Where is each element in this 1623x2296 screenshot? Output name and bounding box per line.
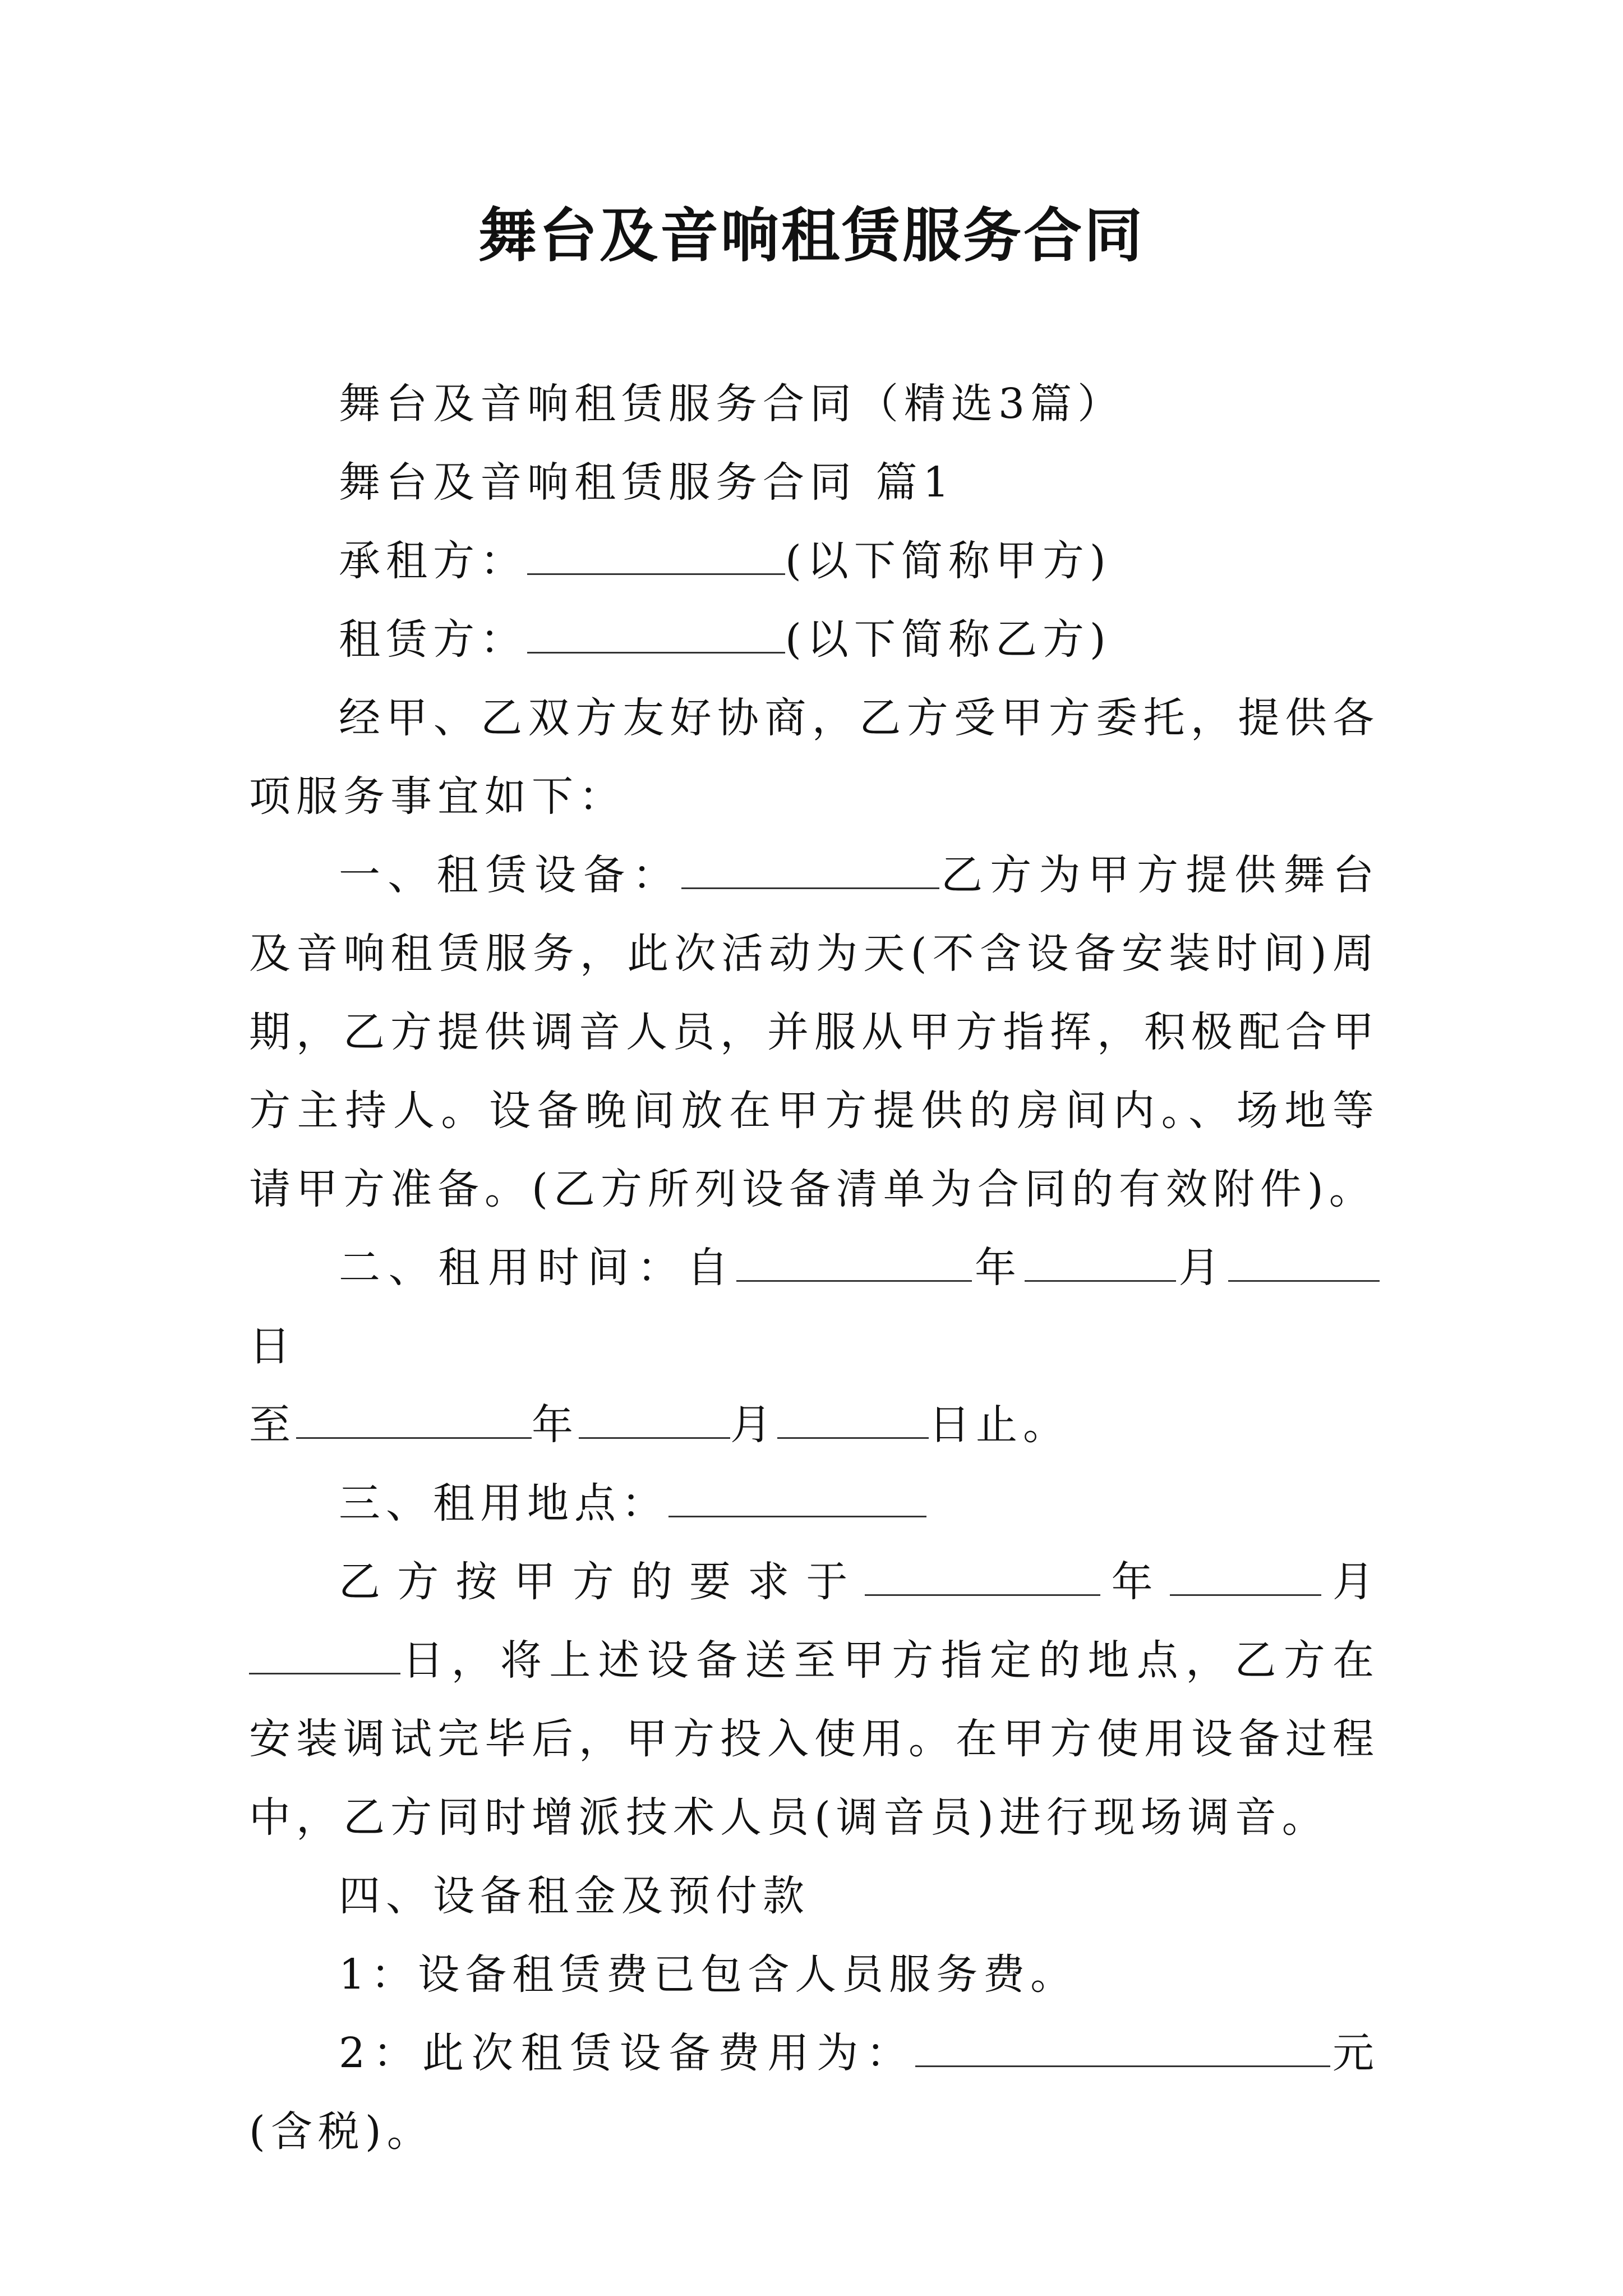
clause-2-label: 二、租用时间：自 <box>339 1244 737 1292</box>
document-body <box>249 365 1380 2171</box>
end-month-blank <box>579 1398 730 1439</box>
clause-1 <box>249 836 1380 1228</box>
equipment-blank <box>681 848 939 889</box>
delivery-month-blank <box>1170 1555 1321 1596</box>
lessee-suffix: (以下简称甲方) <box>785 537 1112 585</box>
clause-1-text: 乙方为甲方提供舞台及音响租赁服务，此次活动为天(不含设备安装时间)周期，乙方提供调音人员，并服从甲方指挥，积极配合甲方主持人。设备晚间放在甲方提供的房间内。、场地等请甲方准备。(乙方所列设备清单为合同的有效附件)。 <box>249 851 1380 1213</box>
clause-3-label: 三、租用地点： <box>339 1479 668 1527</box>
end-day-unit: 日止。 <box>929 1401 1070 1449</box>
start-month-blank <box>1025 1241 1176 1282</box>
start-day-unit: 日 <box>249 1322 296 1370</box>
lessee-blank <box>527 534 785 575</box>
clause-4-item-1: 1：设备租赁费已包含人员服务费。 <box>339 1950 1078 1999</box>
end-year-blank <box>296 1398 532 1439</box>
delivery-year-blank <box>865 1555 1100 1596</box>
end-month-unit: 月 <box>730 1401 777 1449</box>
item-2-prefix: 2：此次租赁设备费用为： <box>339 2029 916 2077</box>
clause-3 <box>249 1464 1380 1543</box>
clause-4-item-2 <box>249 2014 1380 2171</box>
delivery-paragraph <box>249 1543 1380 1857</box>
start-day-blank <box>1228 1241 1380 1282</box>
delivery-day-blank <box>249 1634 400 1674</box>
end-day-blank <box>777 1398 929 1439</box>
lessee-line <box>249 522 1380 600</box>
delivery-text: 日，将上述设备送至甲方指定的地点，乙方在安装调试完毕后，甲方投入使用。在甲方使用设备过程中，乙方同时增派技术人员(调音员)进行现场调音。 <box>249 1636 1380 1842</box>
subtitle: 舞台及音响租赁服务合同（精选3篇） <box>339 380 1125 428</box>
lessor-suffix: (以下简称乙方) <box>785 615 1112 664</box>
end-year-unit: 年 <box>532 1401 579 1449</box>
start-year-unit: 年 <box>972 1244 1025 1292</box>
intro-paragraph: 经甲、乙双方友好协商，乙方受甲方委托，提供各项服务事宜如下： <box>249 694 1380 821</box>
clause-2 <box>249 1228 1380 1386</box>
clause-1-label: 一、租赁设备： <box>339 851 681 899</box>
delivery-prefix: 乙方按甲方的要求于 <box>339 1558 865 1606</box>
location-blank <box>668 1476 926 1517</box>
document-title: 舞台及音响租赁服务合同 <box>478 201 1145 270</box>
to-label: 至 <box>249 1401 296 1449</box>
lessee-label: 承租方： <box>339 537 527 585</box>
start-year-blank <box>736 1241 972 1282</box>
clause-2-end <box>249 1386 1380 1464</box>
start-month-unit: 月 <box>1175 1244 1229 1292</box>
lessor-line <box>249 600 1380 679</box>
delivery-year-unit: 年 <box>1100 1558 1170 1606</box>
lessor-label: 租赁方： <box>339 615 527 664</box>
delivery-month-unit: 月 <box>1321 1558 1380 1606</box>
lessor-blank <box>527 613 785 654</box>
item-2-suffix: 元(含税)。 <box>249 2029 1380 2156</box>
section-heading: 舞台及音响租赁服务合同 篇1 <box>339 458 955 507</box>
clause-4: 四、设备租金及预付款 <box>339 1872 810 1920</box>
fee-blank <box>915 2026 1330 2067</box>
